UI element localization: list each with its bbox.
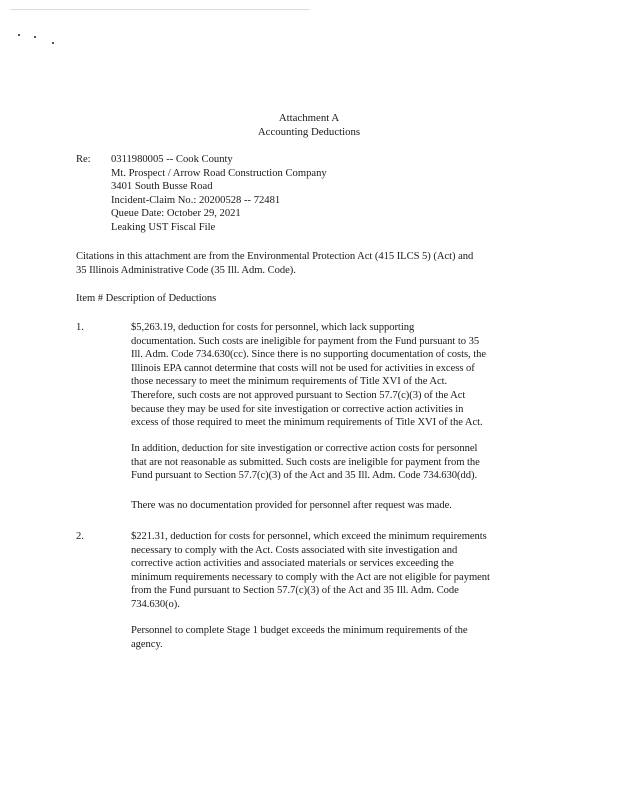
paragraph-line: excess of those required to meet the minimum requirements of Title XVI of the Act. bbox=[131, 417, 483, 429]
paragraph-line: from the Fund pursuant to Section 57.7(c)(3) of the Act and 35 Ill. Adm. Code bbox=[131, 585, 459, 597]
re-label: Re: bbox=[76, 154, 91, 165]
scan-artifact-dot bbox=[34, 36, 36, 38]
item-number: 2. bbox=[76, 531, 84, 542]
paragraph-line: those necessary to meet the minimum requirements of Title XVI of the Act. bbox=[131, 376, 448, 388]
item-2-paragraph-1 bbox=[131, 530, 490, 612]
paragraph-line: Illinois EPA cannot determine that costs will not be used for activities in excess of bbox=[131, 362, 475, 374]
paragraph-line: documentation. Such costs are ineligible for payment from the Fund pursuant to 35 bbox=[131, 335, 480, 347]
scan-artifact-line bbox=[10, 9, 310, 10]
re-file-type: Leaking UST Fiscal File bbox=[111, 221, 216, 233]
paragraph-line: necessary to comply with the Act. Costs associated with site investigation and bbox=[131, 544, 458, 556]
paragraph-line: Ill. Adm. Code 734.630(cc). Since there is no supporting documentation of costs, the bbox=[131, 349, 487, 361]
paragraph-line: Personnel to complete Stage 1 budget exceeds the minimum requirements of the bbox=[131, 625, 468, 636]
paragraph-line: minimum requirements necessary to comply with the Act are not eligible for payment bbox=[131, 571, 490, 583]
paragraph-line: $221.31, deduction for costs for personnel, which exceed the minimum requirements bbox=[131, 531, 487, 542]
citations-line: Citations in this attachment are from the Environmental Protection Act (415 ILCS 5) (Act) and bbox=[76, 251, 474, 262]
attachment-title: Attachment A bbox=[278, 112, 340, 124]
item-number: 1. bbox=[76, 322, 84, 333]
paragraph-line: In addition, deduction for site investigation or corrective action costs for personnel bbox=[131, 443, 478, 454]
re-site-name: Mt. Prospect / Arrow Road Construction Company bbox=[111, 167, 327, 179]
paragraph-line: 734.630(o). bbox=[131, 598, 180, 610]
citations-line: 35 Illinois Administrative Code (35 Ill. Adm. Code). bbox=[76, 264, 296, 276]
re-address: 3401 South Busse Road bbox=[111, 181, 213, 193]
paragraph-line: agency. bbox=[131, 638, 163, 650]
paragraph-line: because they may be used for site investigation or corrective action activities in bbox=[131, 403, 464, 415]
re-queue-date: Queue Date: October 29, 2021 bbox=[111, 208, 241, 220]
re-incident-claim: Incident-Claim No.: 20200528 -- 72481 bbox=[111, 194, 281, 206]
paragraph-line: Therefore, such costs are not approved pursuant to Section 57.7(c)(3) of the Act bbox=[131, 389, 466, 401]
scan-artifact-dot bbox=[52, 42, 54, 44]
item-1-paragraph-2 bbox=[131, 442, 480, 483]
paragraph-line: $5,263.19, deduction for costs for personnel, which lack supporting bbox=[131, 322, 415, 333]
re-site-id: 0311980005 -- Cook County bbox=[111, 154, 233, 165]
paragraph-line: There was no documentation provided for personnel after request was made. bbox=[131, 500, 452, 511]
paragraph-line: Fund pursuant to Section 57.7(c)(3) of the Act and 35 Ill. Adm. Code 734.630(dd). bbox=[131, 470, 478, 482]
citations-paragraph bbox=[76, 250, 473, 277]
re-details bbox=[111, 153, 327, 235]
item-2-paragraph-2 bbox=[131, 624, 468, 651]
scan-artifact-dot bbox=[18, 34, 20, 36]
paragraph-line: that are not reasonable as submitted. Such costs are ineligible for payment from the bbox=[131, 456, 480, 468]
paragraph-line: corrective action activities and associated materials or services exceeding the bbox=[131, 558, 454, 570]
item-1-paragraph-3 bbox=[131, 499, 452, 513]
attachment-subtitle: Accounting Deductions bbox=[257, 126, 361, 138]
item-1-paragraph-1 bbox=[131, 321, 486, 430]
items-heading: Item # Description of Deductions bbox=[76, 293, 217, 304]
